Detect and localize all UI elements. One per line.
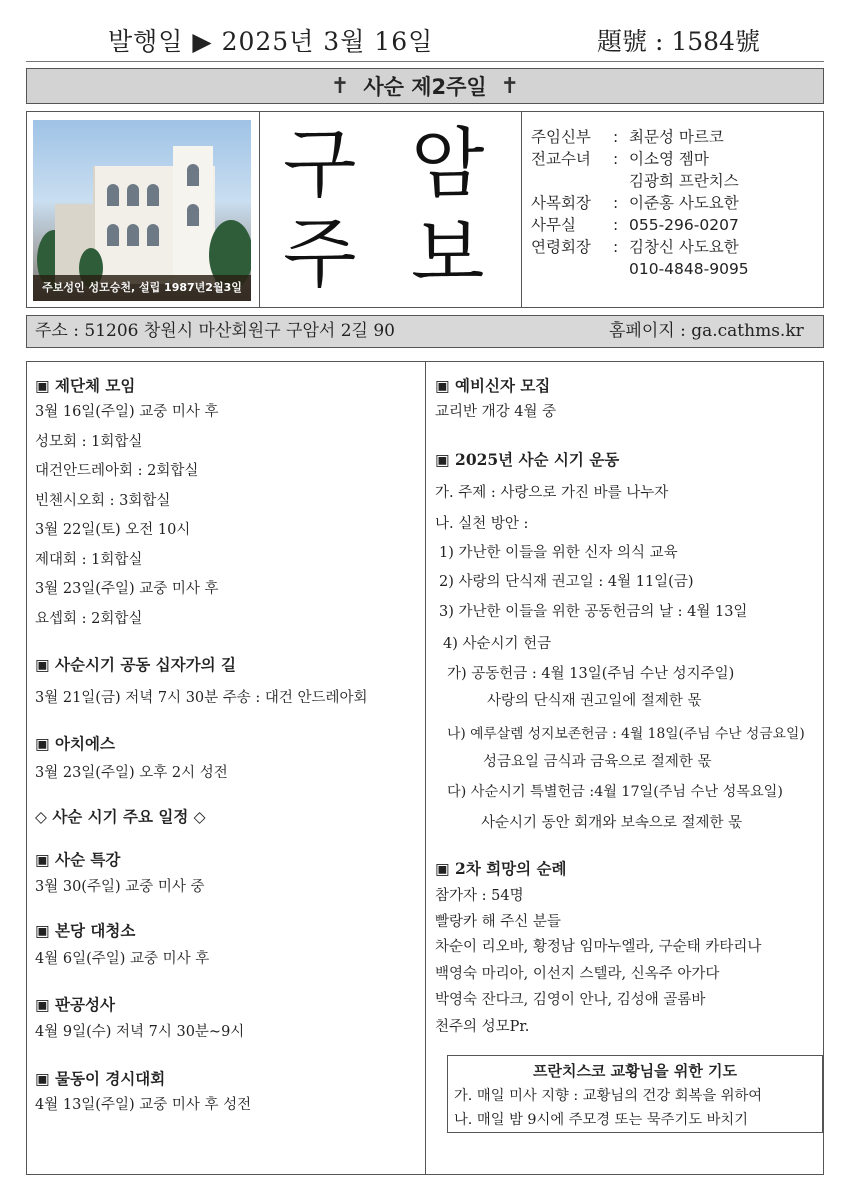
section-title: ▣ 물동이 경시대회 [35, 1069, 166, 1088]
section-title: ▣ 사순 특강 [35, 850, 121, 869]
cross-icon: ✝ [500, 73, 520, 99]
church-photo [33, 120, 251, 301]
section-line: 제대회 : 1회합실 [35, 552, 143, 568]
section-line: 3월 16일(주일) 교중 미사 후 [35, 404, 219, 420]
prayer-title: 프란치스코 교황님을 위한 기도 [532, 1062, 738, 1080]
column-divider [425, 362, 426, 1174]
section-line: 빨랑카 해 주신 분들 [435, 914, 561, 930]
section-line: 3월 30(주일) 교중 미사 중 [35, 879, 205, 895]
section-line: 4) 사순시기 헌금 [443, 636, 552, 652]
section-line: 사랑의 단식재 권고일에 절제한 몫 [487, 693, 702, 709]
section-title: ▣ 사순시기 공동 십자가의 길 [35, 655, 236, 674]
divider [521, 112, 522, 307]
issue-date: 발행일 ▶ 2025년 3월 16일 [108, 27, 434, 56]
address-bar [26, 315, 824, 348]
liturgical-title: 사순 제2주일 [363, 75, 487, 99]
staff-row: 사무실 : 055-296-0207 [531, 216, 739, 234]
section-line: 사순시기 동안 회개와 보속으로 절제한 몫 [481, 815, 743, 831]
section-line: 3월 23일(주일) 교중 미사 후 [35, 581, 219, 597]
section-line: 박영숙 잔다크, 김영이 안나, 김성애 골롬바 [435, 992, 706, 1008]
masthead-char: 주 [283, 209, 357, 298]
prayer-box [447, 1055, 823, 1133]
photo-caption: 주보성인 성모승천, 설립 1987년2월3일 [33, 275, 251, 301]
top-rule [26, 61, 824, 62]
section-line: 4월 9일(수) 저녁 7시 30분~9시 [35, 1024, 245, 1040]
masthead-char: 보 [411, 209, 485, 298]
section-line: 1) 가난한 이들을 위한 신자 의식 교육 [439, 545, 678, 561]
header-box [26, 111, 824, 308]
section-line: 대건안드레아회 : 2회합실 [35, 463, 199, 479]
section-title: ▣ 예비신자 모집 [435, 376, 551, 395]
staff-row: 김광희 프란치스 [629, 172, 739, 190]
prayer-line: 나. 매일 밤 9시에 주모경 또는 묵주기도 바치기 [454, 1112, 749, 1128]
title-bar [26, 68, 824, 104]
section-line: 나) 예루살렘 성지보존헌금 : 4월 18일(주님 수난 성금요일) [447, 726, 805, 742]
section-line: 천주의 성모Pr. [435, 1019, 530, 1035]
section-line: 3월 23일(주일) 오후 2시 성전 [35, 765, 228, 781]
homepage-link[interactable]: 홈페이지 : ga.cathms.kr [609, 321, 804, 341]
staff-row: 연령회장 : 김창신 사도요한 [531, 238, 739, 256]
section-line: 4월 6일(주일) 교중 미사 후 [35, 951, 210, 967]
section-line: 차순이 리오바, 황정남 임마누엘라, 구순태 카타리나 [435, 939, 762, 955]
staff-list [531, 126, 749, 280]
masthead-char: 암 [411, 119, 485, 208]
section-line: 교리반 개강 4월 중 [435, 404, 557, 420]
content-frame [26, 361, 824, 1175]
section-line: 다) 사순시기 특별헌금 :4월 17일(주님 수난 성목요일) [447, 784, 783, 800]
section-title: ▣ 본당 대청소 [35, 921, 136, 940]
staff-row: 010-4848-9095 [629, 260, 749, 278]
section-title: ▣ 제단체 모임 [35, 376, 136, 395]
issue-number: 題號 : 1584號 [597, 27, 760, 56]
divider [259, 112, 260, 307]
staff-row: 전교수녀 : 이소영 젬마 [531, 150, 709, 168]
section-line: 성모회 : 1회합실 [35, 434, 143, 450]
prayer-line: 가. 매일 미사 지향 : 교황님의 건강 회복을 위하여 [454, 1088, 763, 1104]
cross-icon: ✝ [330, 73, 350, 99]
section-line: 3) 가난한 이들을 위한 공동헌금의 날 : 4월 13일 [439, 604, 748, 620]
section-title: ▣ 2차 희망의 순례 [435, 859, 567, 878]
section-line: 백영숙 마리아, 이선지 스텔라, 신옥주 아가다 [435, 966, 720, 982]
section-line: 3월 22일(토) 오전 10시 [35, 522, 191, 538]
section-line: 가. 주제 : 사랑으로 가진 바를 나누자 [435, 485, 669, 501]
section-title: ▣ 2025년 사순 시기 운동 [435, 450, 620, 469]
section-line: 빈첸시오회 : 3회합실 [35, 493, 171, 509]
staff-row: 사목회장 : 이준홍 사도요한 [531, 194, 739, 212]
section-line: 나. 실천 방안 : [435, 516, 529, 532]
section-line: 참가자 : 54명 [435, 888, 524, 904]
section-title: ▣ 아치에스 [35, 734, 115, 753]
staff-row: 주임신부 : 최문성 마르코 [531, 128, 724, 146]
section-line: 성금요일 금식과 금육으로 절제한 몫 [483, 754, 712, 770]
address: 주소 : 51206 창원시 마산회원구 구암서 2길 90 [35, 321, 395, 341]
section-line: 2) 사랑의 단식재 권고일 : 4월 11일(금) [439, 574, 694, 590]
section-title: ◇ 사순 시기 주요 일정 ◇ [35, 807, 206, 826]
section-line: 가) 공동헌금 : 4월 13일(주님 수난 성지주일) [447, 666, 735, 682]
section-line: 3월 21일(금) 저녁 7시 30분 주송 : 대건 안드레아회 [35, 690, 368, 706]
section-title: ▣ 판공성사 [35, 995, 115, 1014]
section-line: 요셉회 : 2회합실 [35, 611, 143, 627]
masthead-char: 구 [283, 119, 357, 208]
section-line: 4월 13일(주일) 교중 미사 후 성전 [35, 1097, 252, 1113]
